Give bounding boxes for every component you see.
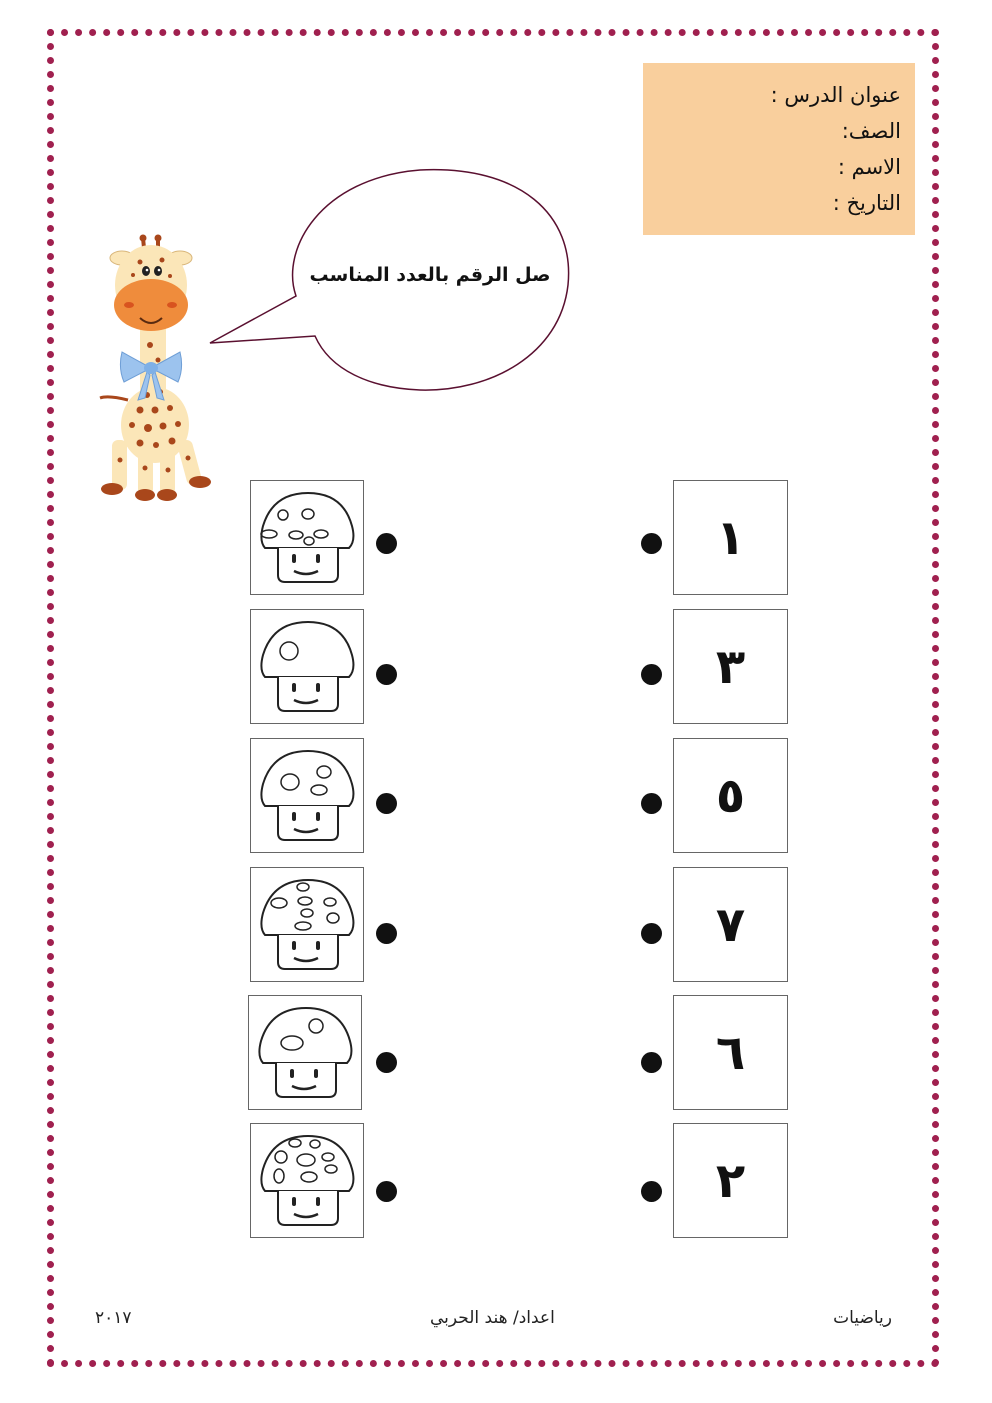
right-connection-dot[interactable] [641, 664, 662, 685]
left-connection-dot[interactable] [376, 923, 397, 944]
right-connection-dot[interactable] [641, 923, 662, 944]
mushroom-icon [251, 739, 365, 854]
footer-subject: رياضيات [833, 1308, 892, 1328]
lesson-info-box [643, 63, 915, 235]
number-box-2: ٣ [673, 609, 788, 724]
mushroom-icon [251, 481, 365, 596]
date-field: التاريخ : [832, 191, 901, 215]
mushroom-picture-box [248, 995, 362, 1110]
number-box-4: ٧ [673, 867, 788, 982]
lesson-title-field: عنوان الدرس : [770, 83, 901, 107]
right-connection-dot[interactable] [641, 1052, 662, 1073]
giraffe-illustration [88, 232, 216, 504]
mushroom-picture-box [250, 738, 364, 853]
footer-author: اعداد/ هند الحربي [430, 1308, 555, 1328]
left-connection-dot[interactable] [376, 1052, 397, 1073]
mushroom-icon [251, 1124, 365, 1239]
number-box-3: ٥ [673, 738, 788, 853]
left-connection-dot[interactable] [376, 533, 397, 554]
right-connection-dot[interactable] [641, 793, 662, 814]
number-box-6: ٢ [673, 1123, 788, 1238]
mushroom-icon [251, 610, 365, 725]
mushroom-icon [251, 868, 365, 983]
mushroom-picture-box [250, 480, 364, 595]
mushroom-picture-box [250, 1123, 364, 1238]
instruction-text: صل الرقم بالعدد المناسب [309, 264, 551, 286]
footer-year: ٢٠١٧ [95, 1308, 132, 1328]
left-connection-dot[interactable] [376, 793, 397, 814]
left-connection-dot[interactable] [376, 1181, 397, 1202]
right-connection-dot[interactable] [641, 533, 662, 554]
grade-field: الصف: [841, 119, 901, 143]
number-box-1: ١ [673, 480, 788, 595]
mushroom-picture-box [250, 609, 364, 724]
number-box-5: ٦ [673, 995, 788, 1110]
name-field: الاسم : [837, 155, 901, 179]
mushroom-picture-box [250, 867, 364, 982]
right-connection-dot[interactable] [641, 1181, 662, 1202]
mushroom-icon [249, 996, 363, 1111]
left-connection-dot[interactable] [376, 664, 397, 685]
